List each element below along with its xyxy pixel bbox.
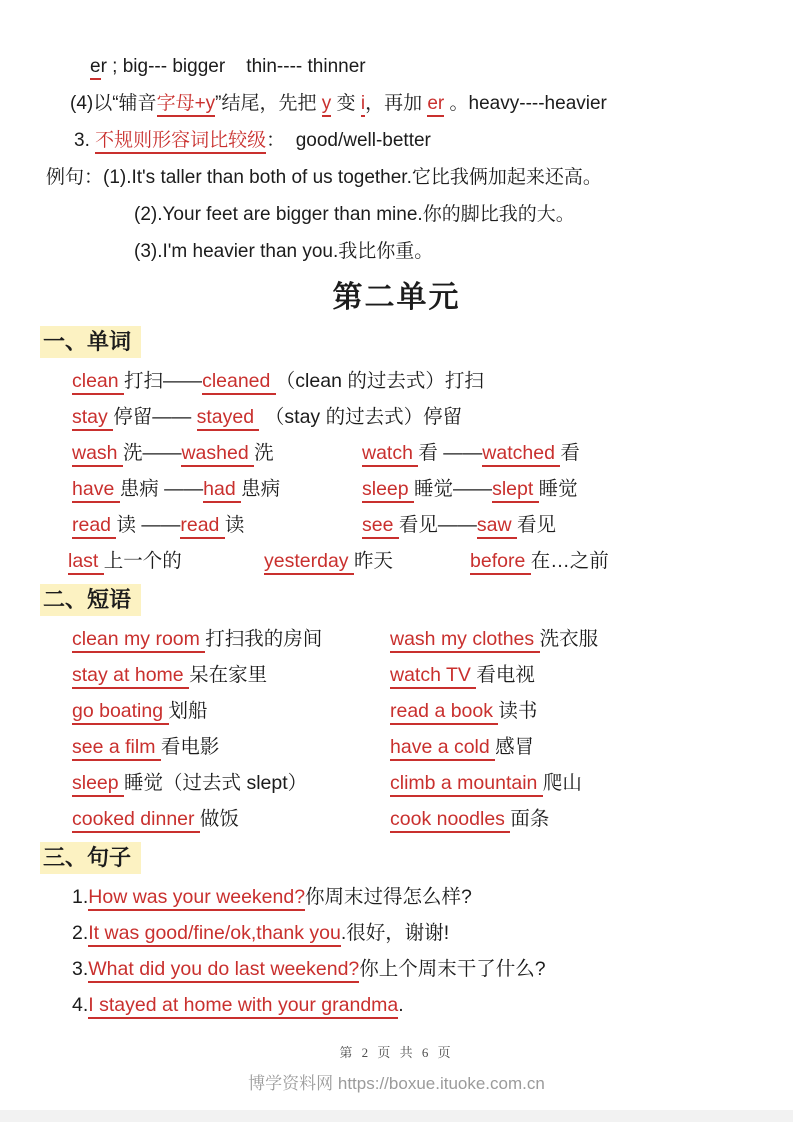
text-segment: read [180, 514, 224, 539]
text-segment: 睡觉 [538, 478, 578, 500]
text-segment: read [72, 514, 116, 539]
word-row [68, 543, 793, 579]
text-segment: . [398, 994, 404, 1016]
word-pair [72, 363, 484, 399]
text-segment: stayed [197, 406, 260, 431]
text-segment: (3).I'm heavier than you.我比你重。 [134, 241, 434, 262]
text-segment: 3. [74, 130, 96, 151]
text-segment: （stay 的过去式）停留 [259, 406, 463, 428]
text-segment: have [72, 478, 120, 503]
text-segment: 读书 [498, 700, 538, 722]
text-segment: slept [492, 478, 539, 503]
phrase-row [72, 801, 793, 837]
text-segment: 读 —— [116, 514, 181, 536]
word-row [72, 399, 793, 435]
sentence-row [72, 951, 793, 987]
text-segment: see a film [72, 736, 161, 761]
source-site: 博学资料网 https://boxue.ituoke.com.cn [248, 1074, 545, 1093]
sentence-item [72, 879, 472, 915]
text-segment: 看 —— [418, 442, 483, 464]
section-heading-words: 一、单词 [40, 326, 141, 358]
text-segment: 看电视 [476, 664, 535, 686]
word-row [72, 363, 793, 399]
phrase-row [72, 621, 793, 657]
text-segment: sleep [362, 478, 414, 503]
unit-title: 第二单元 [332, 281, 461, 314]
phrase-row [72, 729, 793, 765]
text-segment: watch TV [390, 664, 476, 689]
grammar-line-er-examples [90, 48, 793, 85]
page-number: 第 2 页 共 6 页 [339, 1045, 454, 1060]
page-footer [0, 1042, 793, 1094]
phrase-item [390, 765, 582, 801]
text-segment: see [362, 514, 399, 539]
text-segment: 你上个周末干了什么? [359, 958, 546, 980]
sentence-row [72, 987, 793, 1023]
text-segment: had [203, 478, 241, 503]
word-pair [72, 471, 362, 507]
text-segment: clean [72, 370, 124, 395]
word-pair [470, 543, 609, 579]
text-segment: (4)以“辅音 [70, 93, 157, 114]
section-heading-phrases: 二、短语 [40, 584, 141, 616]
text-segment: 字母+y [157, 93, 216, 117]
text-segment: ： good/well-better [266, 130, 431, 151]
text-segment: It was good/fine/ok,thank you [88, 922, 341, 947]
text-segment: 看 [560, 442, 580, 464]
text-segment: ，再加 [365, 93, 428, 114]
phrase-item [390, 621, 598, 657]
text-segment: read a book [390, 700, 498, 725]
phrase-item [72, 765, 390, 801]
text-segment: 划船 [168, 700, 208, 722]
text-segment: yesterday [264, 550, 354, 575]
word-pair [68, 543, 264, 579]
text-segment: go boating [72, 700, 169, 725]
word-pair [264, 543, 470, 579]
phrase-row [72, 657, 793, 693]
phrase-row [72, 765, 793, 801]
section-words [40, 326, 793, 358]
phrase-item [72, 621, 390, 657]
word-pair [72, 435, 362, 471]
text-segment: (2).Your feet are bigger than mine.你的脚比我的大。 [134, 204, 575, 225]
text-segment: I stayed at home with your grandma [88, 994, 398, 1019]
grammar-rule-4 [70, 85, 793, 122]
text-segment: washed [181, 442, 254, 467]
text-segment: 读 [224, 514, 245, 536]
text-segment: 打扫我的房间 [205, 628, 323, 650]
page-edge [0, 1110, 793, 1122]
phrase-item [72, 801, 390, 837]
text-segment: stay [72, 406, 113, 431]
text-segment: 你周末过得怎么样? [305, 886, 472, 908]
text-segment: before [470, 550, 531, 575]
text-segment: 做饭 [199, 808, 239, 830]
text-segment: y [322, 93, 332, 117]
text-segment: stay at home [72, 664, 189, 689]
text-segment: i [361, 93, 365, 117]
text-segment: 4. [72, 994, 89, 1016]
phrase-row [72, 693, 793, 729]
text-segment: 例句：(1).It's taller than both of us together.它比我俩加起来还高。 [46, 167, 602, 188]
text-segment: r ; big--- bigger thin---- thinner [100, 56, 366, 77]
text-segment: 睡觉（过去式 slept） [124, 772, 308, 794]
text-segment: 变 [331, 93, 361, 114]
text-segment: 洗—— [122, 442, 182, 464]
text-segment: cook noodles [390, 808, 510, 833]
word-pair [362, 507, 556, 543]
text-segment: wash my clothes [390, 628, 540, 653]
section-phrases [40, 584, 793, 616]
text-segment: 爬山 [542, 772, 582, 794]
text-segment: e [90, 56, 101, 80]
word-pair [362, 435, 580, 471]
text-segment: 洗 [254, 442, 274, 464]
text-segment: 昨天 [353, 550, 393, 572]
word-row [72, 471, 793, 507]
text-segment: er [427, 93, 444, 117]
text-segment: 上一个的 [103, 550, 182, 572]
sentence-row [72, 879, 793, 915]
text-segment: watch [362, 442, 418, 467]
text-segment: 打扫—— [124, 370, 203, 392]
text-segment: have a cold [390, 736, 495, 761]
sentence-item [72, 951, 546, 987]
phrase-item [72, 729, 390, 765]
text-segment: last [68, 550, 104, 575]
text-segment: 不规则形容词比较级 [95, 130, 266, 154]
example-sentence-1 [46, 159, 793, 196]
text-segment: 面条 [510, 808, 550, 830]
text-segment: cleaned [202, 370, 276, 395]
text-segment: 洗衣服 [539, 628, 599, 650]
text-segment: 2. [72, 922, 89, 944]
text-segment: 。heavy----heavier [444, 93, 607, 114]
word-pair [72, 507, 362, 543]
text-segment: 停留—— [113, 406, 197, 428]
text-segment: What did you do last weekend? [88, 958, 359, 983]
text-segment: 感冒 [495, 736, 535, 758]
section-heading-sentences: 三、句子 [40, 842, 141, 874]
word-row [72, 435, 793, 471]
text-segment: 看见 [516, 514, 556, 536]
text-segment: 看电影 [160, 736, 220, 758]
text-segment: 睡觉—— [414, 478, 493, 500]
word-pair [72, 399, 462, 435]
text-segment: climb a mountain [390, 772, 543, 797]
phrase-item [390, 657, 535, 693]
text-segment: 患病 [241, 478, 281, 500]
text-segment: 患病 —— [119, 478, 204, 500]
phrase-item [72, 657, 390, 693]
phrase-item [72, 693, 390, 729]
text-segment: wash [72, 442, 123, 467]
sentence-item [72, 987, 404, 1023]
text-segment: .很好，谢谢! [340, 922, 450, 944]
sentence-row [72, 915, 793, 951]
example-sentence-2 [134, 196, 793, 233]
section-sentences [40, 842, 793, 874]
text-segment: clean my room [72, 628, 205, 653]
text-segment: watched [482, 442, 560, 467]
text-segment: 在…之前 [530, 550, 609, 572]
text-segment: sleep [72, 772, 124, 797]
word-row [72, 507, 793, 543]
text-segment: saw [477, 514, 517, 539]
text-segment: cooked dinner [72, 808, 200, 833]
text-segment: 呆在家里 [189, 664, 268, 686]
phrase-item [390, 801, 549, 837]
text-segment: （clean 的过去式）打扫 [275, 370, 484, 392]
text-segment: ”结尾，先把 [215, 93, 322, 114]
sentence-item [72, 915, 449, 951]
text-segment: 看见—— [398, 514, 477, 536]
example-sentence-3 [134, 233, 793, 270]
phrase-item [390, 729, 534, 765]
word-pair [362, 471, 578, 507]
phrase-item [390, 693, 537, 729]
text-segment: 3. [72, 958, 89, 980]
text-segment: 1. [72, 886, 89, 908]
grammar-rule-irregular [74, 122, 793, 159]
text-segment: How was your weekend? [88, 886, 305, 911]
